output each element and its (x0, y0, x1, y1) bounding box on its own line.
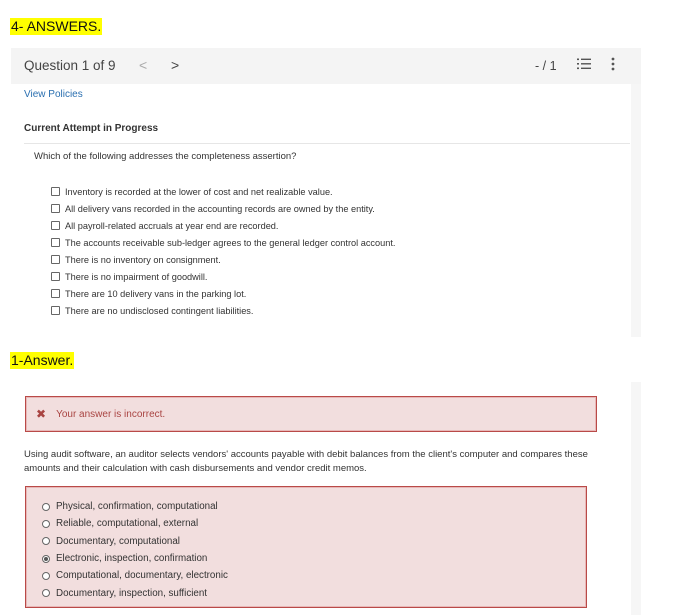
close-icon: ✖ (36, 407, 47, 421)
checkbox[interactable] (51, 238, 60, 247)
option-label: All payroll-related accruals at year end are recorded. (65, 220, 279, 231)
radio-option[interactable] (42, 550, 228, 567)
question-score: - / 1 (535, 59, 557, 73)
option-item[interactable] (51, 251, 395, 268)
option-item[interactable] (51, 200, 395, 217)
radio-option[interactable] (42, 567, 228, 584)
radio-option[interactable] (42, 533, 228, 550)
divider (24, 143, 630, 144)
option-item[interactable] (51, 302, 395, 319)
question-card (11, 48, 631, 337)
option-label: There are 10 delivery vans in the parking lot. (65, 288, 247, 299)
radio-label: Documentary, computational (56, 535, 180, 547)
answer-question-text: Using audit software, an auditor selects vendors' accounts payable with debit balances from the client's computer and compares these amounts and their calculation with cash disbursements and vendor credit memos. (24, 449, 588, 474)
option-label: There is no inventory on consignment. (65, 254, 221, 265)
option-item[interactable] (51, 217, 395, 234)
radio-option[interactable] (42, 498, 228, 515)
radio-label: Electronic, inspection, confirmation (56, 553, 208, 565)
option-item[interactable] (51, 285, 395, 302)
checkbox[interactable] (51, 221, 60, 230)
radio-button[interactable] (42, 503, 50, 511)
more-options-icon[interactable] (611, 57, 615, 71)
feedback-text: Your answer is incorrect. (56, 408, 166, 420)
radio-label: Physical, confirmation, computational (56, 501, 218, 513)
answer-card (11, 382, 631, 615)
option-item[interactable] (51, 234, 395, 251)
checkbox[interactable] (51, 255, 60, 264)
question-header (11, 48, 641, 84)
answer-options-box (25, 486, 587, 608)
option-label: Inventory is recorded at the lower of cost and net realizable value. (65, 186, 333, 197)
option-label: There is no impairment of goodwill. (65, 271, 208, 282)
answers-heading: 4- ANSWERS. (11, 18, 102, 34)
question-panel (11, 48, 641, 337)
radio-button[interactable] (42, 537, 50, 545)
radio-label: Reliable, computational, external (56, 518, 199, 530)
checkbox[interactable] (51, 272, 60, 281)
radio-list (42, 498, 228, 602)
question-list-icon[interactable] (577, 58, 591, 70)
radio-button[interactable] (42, 572, 50, 580)
question-text: Which of the following addresses the completeness assertion? (34, 151, 297, 162)
checkbox[interactable] (51, 187, 60, 196)
feedback-banner (25, 396, 597, 432)
radio-button-selected[interactable] (42, 555, 50, 563)
option-label: All delivery vans recorded in the accounting records are owned by the entity. (65, 203, 375, 214)
checkbox[interactable] (51, 289, 60, 298)
radio-button[interactable] (42, 589, 50, 597)
radio-button[interactable] (42, 520, 50, 528)
option-label: The accounts receivable sub-ledger agrees to the general ledger control account. (65, 237, 396, 248)
radio-option[interactable] (42, 515, 228, 532)
radio-label: Computational, documentary, electronic (56, 570, 228, 582)
checkbox[interactable] (51, 204, 60, 213)
attempt-status: Current Attempt in Progress (24, 123, 159, 134)
checkbox[interactable] (51, 306, 60, 315)
radio-label: Documentary, inspection, sufficient (56, 587, 208, 599)
chevron-right-icon[interactable]: > (171, 57, 180, 73)
option-item[interactable] (51, 183, 395, 200)
option-list (51, 183, 395, 319)
view-policies-link[interactable]: View Policies (24, 89, 83, 100)
option-label: There are no undisclosed contingent liabilities. (65, 305, 254, 316)
answer-heading: 1-Answer. (11, 352, 74, 368)
question-counter: Question 1 of 9 (24, 58, 116, 73)
chevron-left-icon[interactable]: < (139, 57, 148, 73)
answer-panel (11, 382, 641, 615)
option-item[interactable] (51, 268, 395, 285)
radio-option[interactable] (42, 584, 228, 601)
